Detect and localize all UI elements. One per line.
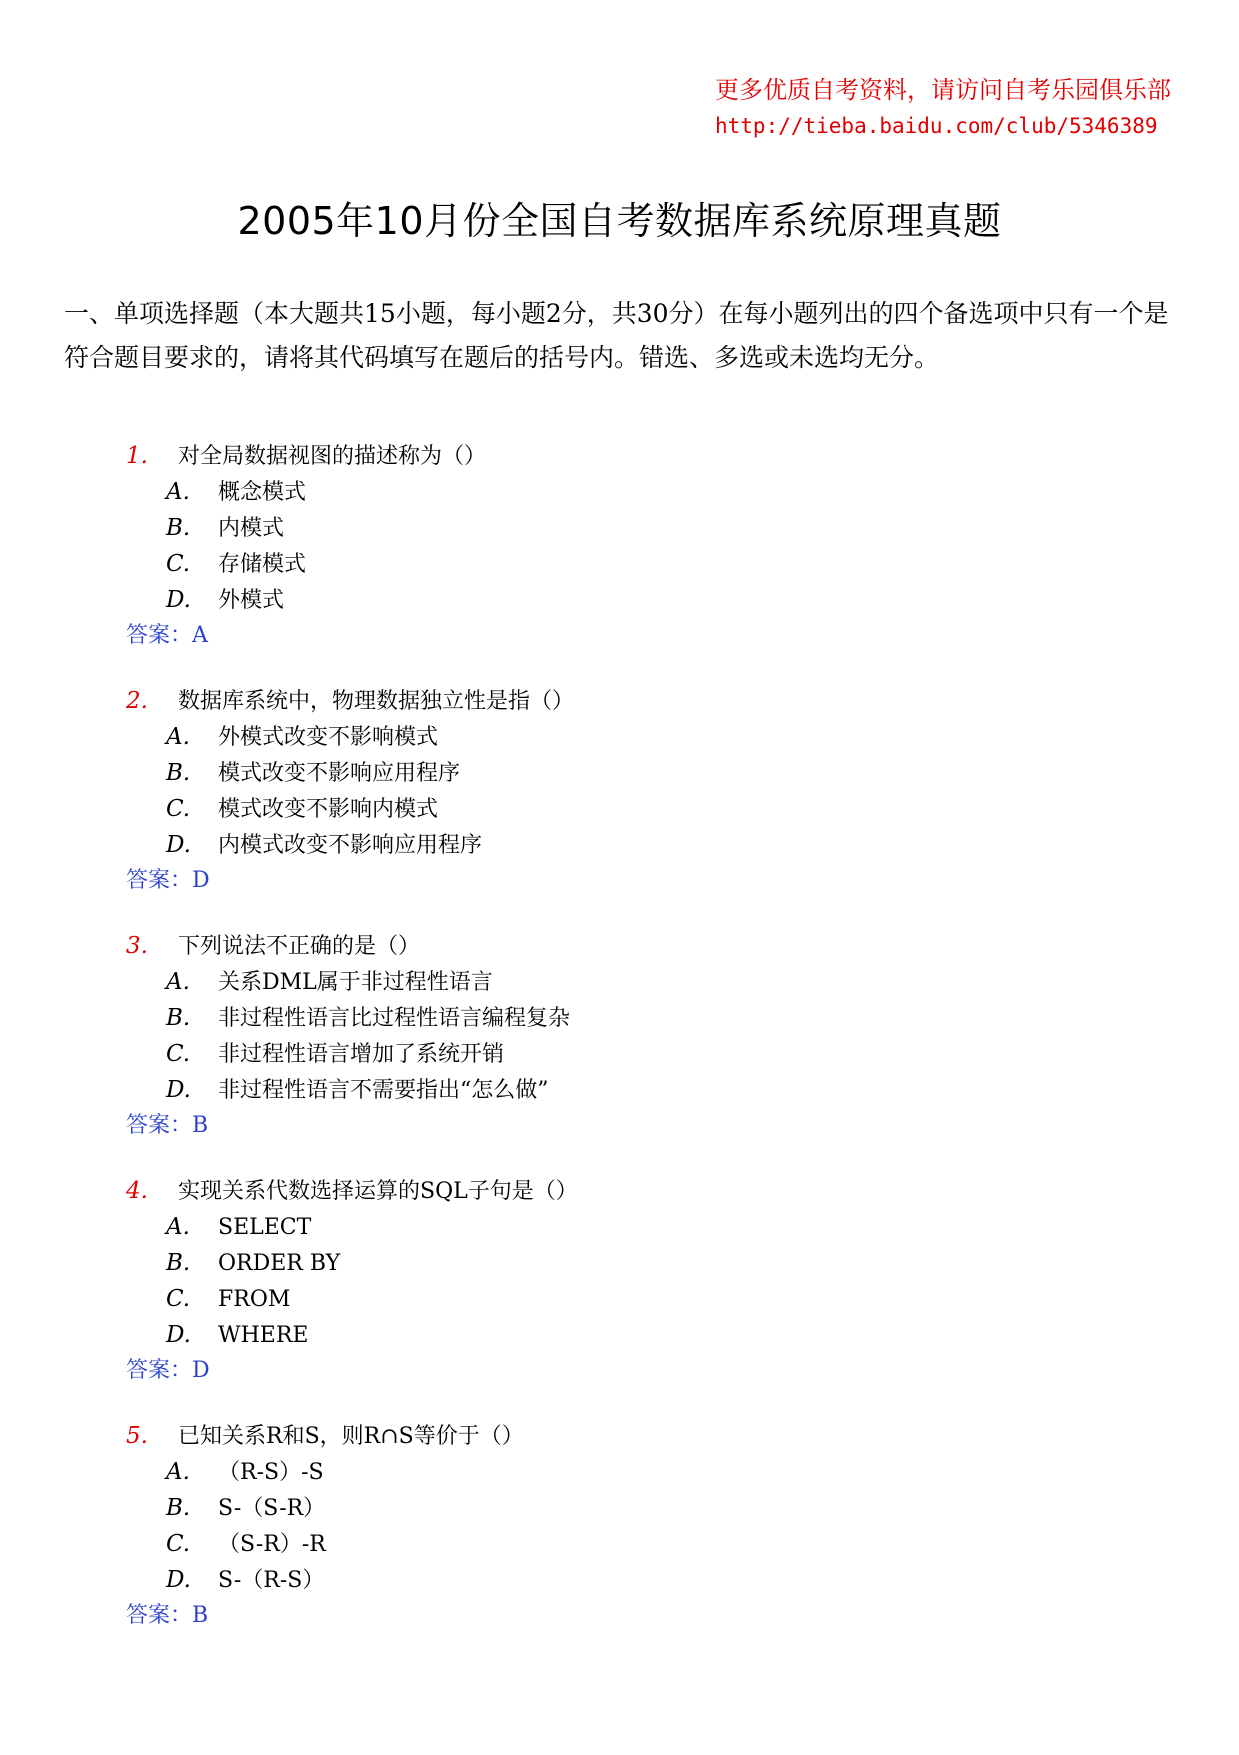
option-text: 内模式 [218,516,285,541]
question-stem [126,1418,524,1454]
option-c [166,1281,290,1317]
question-item [0,1418,1239,1663]
answer-label: 答案：D [126,1358,210,1383]
option-text: 内模式改变不影响应用程序 [218,833,483,858]
answer-label: 答案：B [126,1603,209,1628]
option-letter: B. [166,760,191,786]
option-b [166,1000,570,1036]
option-d [166,582,284,618]
question-item [0,438,1239,683]
option-text: 非过程性语言增加了系统开销 [218,1042,505,1067]
option-text: （R-S）-S [218,1460,324,1485]
question-number: 5. [126,1423,148,1449]
option-a [166,1454,324,1490]
option-text: 外模式改变不影响模式 [218,725,439,750]
question-number: 3. [126,933,148,959]
question-stem [126,928,420,964]
question-text: 已知关系R和S，则R∩S等价于（） [178,1424,524,1449]
question-stem [126,438,486,474]
option-text: 模式改变不影响应用程序 [218,761,461,786]
option-b [166,1245,340,1281]
option-a [166,474,306,510]
option-text: 存储模式 [218,552,307,577]
option-letter: C. [166,1286,191,1312]
option-letter: B. [166,1250,191,1276]
option-text: 概念模式 [218,480,307,505]
question-number: 1. [126,443,148,469]
option-d [166,1317,308,1353]
option-letter: A. [166,1214,190,1240]
question-item [0,1173,1239,1418]
question-item [0,683,1239,928]
promo-url: http://tieba.baidu.com/club/5346389 [715,114,1158,138]
option-letter: D. [166,832,191,858]
option-a [166,719,438,755]
promo-text: 更多优质自考资料，请访问自考乐园俱乐部 [715,76,1171,104]
question-list [0,438,1239,1663]
option-b [166,1490,325,1526]
option-letter: C. [166,551,191,577]
option-letter: B. [166,515,191,541]
option-letter: C. [166,1041,191,1067]
option-a [166,1209,311,1245]
page-title: 2005年10月份全国自考数据库系统原理真题 [237,199,1002,243]
section-intro: 一、单项选择题（本大题共15小题，每小题2分，共30分）在每小题列出的四个备选项中只有一个是符合题目要求的，请将其代码填写在题后的括号内。错选、多选或未选均无分。 [64,299,1169,372]
option-c [166,1036,504,1072]
question-item [0,928,1239,1173]
option-c [166,791,438,827]
option-letter: C. [166,1531,191,1557]
option-letter: C. [166,796,191,822]
option-text: FROM [218,1287,291,1312]
option-b [166,755,460,791]
option-text: 关系DML属于非过程性语言 [218,970,493,995]
option-d [166,1072,549,1108]
question-stem [126,1173,578,1209]
option-letter: A. [166,1459,190,1485]
option-letter: D. [166,1567,191,1593]
option-text: 非过程性语言比过程性语言编程复杂 [218,1006,571,1031]
answer-label: 答案：A [126,623,208,648]
option-letter: D. [166,1077,191,1103]
question-text: 实现关系代数选择运算的SQL子句是（） [178,1179,578,1204]
option-c [166,546,306,582]
option-b [166,510,284,546]
option-d [166,1562,324,1598]
question-number: 2. [126,688,148,714]
option-letter: D. [166,587,191,613]
question-text: 对全局数据视图的描述称为（） [178,444,487,469]
question-text: 下列说法不正确的是（） [178,934,421,959]
option-text: SELECT [218,1215,312,1240]
question-number: 4. [126,1178,148,1204]
option-letter: A. [166,479,190,505]
option-letter: B. [166,1005,191,1031]
option-text: 外模式 [218,588,285,613]
question-stem [126,683,574,719]
option-text: S-（R-S） [218,1568,325,1593]
option-text: 非过程性语言不需要指出“怎么做” [218,1078,549,1103]
answer-label: 答案：D [126,868,210,893]
option-text: ORDER BY [218,1251,341,1276]
answer-label: 答案：B [126,1113,209,1138]
option-letter: A. [166,969,190,995]
option-letter: A. [166,724,190,750]
option-letter: B. [166,1495,191,1521]
option-letter: D. [166,1322,191,1348]
option-d [166,827,482,863]
option-text: （S-R）-R [218,1532,326,1557]
header-promo [715,72,1171,144]
option-text: WHERE [218,1323,309,1348]
option-text: S-（S-R） [218,1496,326,1521]
option-c [166,1526,326,1562]
option-a [166,964,493,1000]
question-text: 数据库系统中，物理数据独立性是指（） [178,689,575,714]
option-text: 模式改变不影响内模式 [218,797,439,822]
